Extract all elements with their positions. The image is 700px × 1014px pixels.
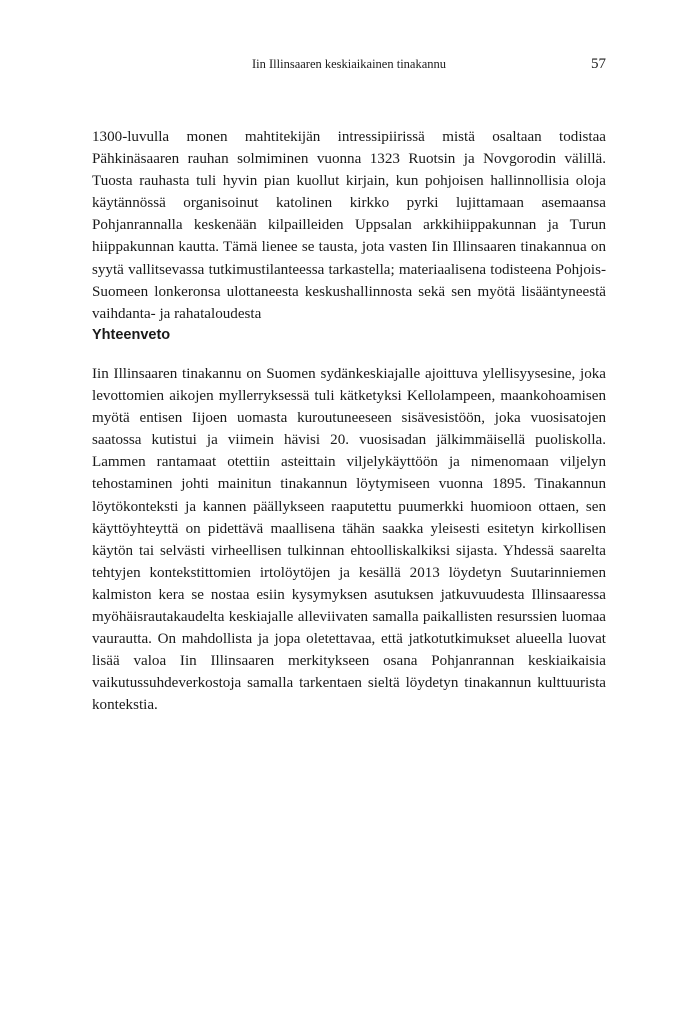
body-paragraph-2: Iin Illinsaaren tinakannu on Suomen sydänkeskiajalle ajoittuva ylellisyysesine, joka levottomien aikojen myllerryksessä tuli kätketyksi Kellolampeen, maankohoamisen myötä entisen Iijoen uomasta kuroutuneeseen sisävesistöön, joka vuosisatojen saatossa kutistui ja viimein hävisi 20. vuosisadan jälkimmäisellä puoliskolla. Lammen rantamaat otettiin asteittain viljelykäyttöön ja nimenomaan viljelyn tehostaminen johti mainitun tinakannun löytymiseen vuonna 1895. Tinakannun löytökonteksti ja kannen päällykseen raaputettu puumerkki huomioon ottaen, sen käyttöyhteyttä on pidettävä maallisena tähän saakka yleisesti esitetyn kirkollisen käytön tai selvästi virheellisen tulkinnan ehtoolliskalkiksi sijasta. Yhdessä saarelta tehtyjen kontekstittomien irtolöytöjen ja kesällä 2013 löydetyn Suutarinniemen kalmiston kera se nostaa esiin kysymyksen asutuksen jatkuvuudesta Illinsaaressa myöhäisrautakaudelta keskiajalle alleviivaten samalla paikallisten resurssien luomaa vaurautta. On mahdollista ja jopa oletettavaa, että jatkotutkimukset alueella luovat lisää valoa Iin Illinsaaren merkitykseen osana Pohjanrannan keskiaikaisia vaikutussuhdeverkostoja samalla tarkentaen sieltä löydetyn tinakannun kulttuurista kontekstia.	[92, 366, 606, 714]
running-header	[92, 56, 606, 76]
section-heading-summary: Yhteenveto	[92, 327, 171, 343]
running-title: Iin Illinsaaren keskiaikainen tinakannu	[251, 57, 447, 71]
page-number: 57	[591, 56, 606, 72]
body-paragraph-1: 1300-luvulla monen mahtitekijän intressipiirissä mistä osaltaan todistaa Pähkinäsaaren rauhan solmiminen vuonna 1323 Ruotsin ja Novgorodin välillä. Tuosta rauhasta tuli hyvin pian kuollut kirjain, kun pohjoisen hallinnollisia oloja käytännössä organisoinut katolinen kirkko pyrki lujittamaan asemaansa Pohjanrannalla keskenään kilpailleiden Uppsalan arkkihiippakunnan ja Turun hiippakunnan kautta. Tämä lienee se tausta, jota vasten Iin Illinsaaren tinakannua on syytä vallitsevassa tutkimustilanteessa tarkastella; materiaalisena todisteena Pohjois-Suomeen lonkeronsa ulottaneesta keskushallinnosta sekä sen myötä lisääntyneestä vaihdanta- ja rahataloudesta	[92, 129, 606, 322]
